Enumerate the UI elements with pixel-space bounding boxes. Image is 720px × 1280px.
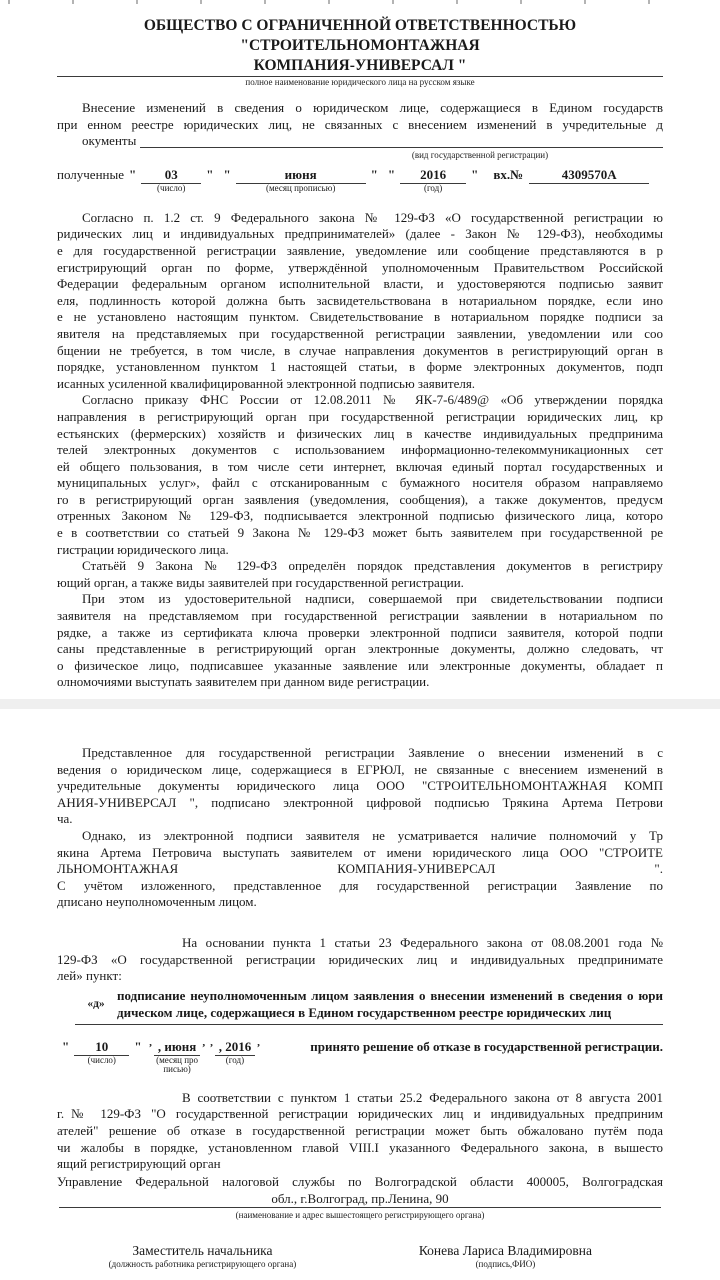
title-caption: полное наименование юридического лица на русском языке — [245, 77, 475, 87]
page1-content — [57, 16, 663, 691]
paragraph — [57, 591, 663, 691]
inbox-number-value: 4309570А — [561, 166, 617, 182]
form-caption: (вид государственной регистрации) — [411, 149, 549, 160]
text-line: гистрации юридического лица. — [57, 541, 229, 557]
received-label: полученные — [57, 166, 124, 182]
text-line: отренных Законом № 129-ФЗ, подписывается электронной подписью физического лица, которо — [57, 508, 663, 524]
clause-text — [117, 987, 663, 1022]
text-line: ЛЬНОМОНТАЖНАЯ КОМПАНИЯ-УНИВЕРСАЛ ". — [57, 861, 663, 877]
decision-month-value: , июня — [157, 1038, 197, 1054]
text-line: АНИЯ-УНИВЕРСАЛ ", подписано электронной цифровой подписью Трякина Артема Петрови — [57, 794, 663, 810]
text-line: учредительные документы юридического лица ООО "СТРОИТЕЛЬНОМОНТАЖНАЯ КОМП — [57, 778, 663, 794]
day-caption: (число) — [157, 182, 186, 193]
quote-mark: " — [129, 166, 137, 182]
decision-date-row — [57, 1038, 664, 1075]
text-line: олномочиями выступать заявителем при данном виде регистрации. — [57, 674, 430, 690]
text-line: е в соответствии со статьей 9 Закона № 129-ФЗ может быть заявителем при государственной ре — [57, 525, 663, 541]
decision-day-field — [74, 1038, 129, 1065]
apostrophe-mark: ’ — [209, 1041, 214, 1054]
form-line: окументы — [82, 133, 137, 149]
quote-mark: " — [387, 166, 396, 182]
text-line: Однако, из электронной подписи заявителя не усматривается наличие полномочий у Тр — [82, 827, 663, 843]
authority-name-line1: Управление Федеральной налоговой службы по Волгоградской области 400005, Волгоградская — [57, 1173, 663, 1189]
text-line: ча. — [57, 811, 73, 827]
text-line: Федерации федеральным органом исполнительной власти, и удостоверяются подписью заявит — [57, 276, 663, 292]
text-line: заявителя на представляемом при государственной регистрации заявлении в нотариальном по — [57, 608, 663, 624]
text-line: явителя на представляемых при государственной регистрации заявлении, уведомлении или соо — [57, 325, 663, 341]
refusal-decision-text: принято решение об отказе в государственной регистрации. — [310, 1038, 664, 1054]
received-year-field — [400, 166, 466, 193]
text-line: ателей" решение об отказе в государственной регистрации может быть обжаловано путём пода — [57, 1122, 663, 1138]
text-line: исанных усиленной квалифицированной электронной подписью заявителя. — [57, 375, 476, 391]
quote-mark: " — [62, 1038, 70, 1054]
company-title-line1: ОБЩЕСТВО С ОГРАНИЧЕННОЙ ОТВЕТСТВЕННОСТЬЮ "СТРОИТЕЛЬНОМОНТАЖНАЯ — [143, 17, 577, 54]
text-line: чи жалобы в порядке, установленном главой VIII.I указанного Федерального закона, в вышесто — [57, 1139, 663, 1155]
text-line: телей электронных документов с использованием информационно-телекоммуникационных сет — [57, 442, 663, 458]
paragraph — [57, 392, 663, 558]
text-line: егистрирующий орган по форме, утверждённой уполномоченным Правительством Российской — [57, 259, 663, 275]
quote-mark: " — [134, 1038, 142, 1054]
year-caption: (год) — [225, 1054, 245, 1065]
quote-mark: " — [370, 166, 378, 182]
year-caption: (год) — [423, 182, 443, 193]
signer-name: Конева Лариса Владимировна — [418, 1242, 593, 1258]
text-line: о физическое лицо, подписавшее указанные заявление или электронные документы, обладает п — [57, 657, 663, 673]
signature-name-block — [348, 1243, 663, 1270]
authority-underline — [59, 1207, 661, 1208]
form-line: Внесение изменений в сведения о юридическом лице, содержащиеся в Едином государств — [82, 100, 663, 115]
apostrophe-mark: ’ — [256, 1041, 261, 1054]
text-line: го в регистрирующий орган заявления (уведомления, сообщения), а также документов, предусм — [57, 491, 663, 507]
received-date-row — [57, 166, 663, 193]
signature-position-block — [57, 1243, 348, 1270]
quote-mark: " — [223, 166, 231, 182]
text-line: естьянских (фермерских) хозяйств и физических лиц в качестве индивидуальных предпринима — [57, 425, 663, 441]
signer-position-caption: (должность работника регистрирующего органа) — [108, 1258, 297, 1269]
quote-mark: " — [206, 166, 214, 182]
text-line: 129-ФЗ «О государственной регистрации юридических лиц и индивидуальных предпринимате — [57, 951, 663, 967]
apostrophe-mark: ’ — [148, 1041, 153, 1054]
text-line: е для государственной регистрации заявление, уведомление или сообщение представляются в р — [57, 242, 663, 258]
text-line: Представленное для государственной регистрации Заявление о внесении изменений в с — [82, 745, 663, 760]
inbox-number-label: вх.№ — [493, 166, 524, 182]
quote-mark: " — [471, 166, 479, 182]
text-line: В соответствии с пунктом 1 статьи 25.2 Федерального закона от 8 августа 2001 — [182, 1089, 663, 1105]
authority-caption: (наименование и адрес вышестоящего регистрирующего органа) — [235, 1209, 485, 1220]
text-line: ящий регистрирующий орган — [57, 1156, 221, 1172]
text-line: саны представленные в регистрирующий орган электронные документы, должно следовать, чт — [57, 641, 663, 657]
text-line: Согласно п. 1.2 ст. 9 Федерального закона № 129-ФЗ «О государственной регистрации ю — [82, 209, 663, 225]
signature-row — [57, 1243, 663, 1270]
text-line: На основании пункта 1 статьи 23 Федерального закона от 08.08.2001 года № — [182, 934, 663, 950]
month-caption: (месяц прописью) — [265, 182, 336, 193]
text-line: Согласно приказу ФНС России от 12.08.2011 № ЯК-7-6/489@ «Об утверждении порядка — [82, 392, 663, 408]
decision-month-field — [154, 1038, 200, 1075]
text-line: ридических лиц и индивидуальных предпринимателей» (далее - Закон № 129-ФЗ), необходимы — [57, 226, 663, 242]
text-line: г.№ 129-ФЗ "О государственной регистрации юридических лиц и индивидуальных предприним — [57, 1106, 663, 1122]
text-line: е не установлено настоящим пунктом. Свидетельствование в нотариальном порядке подписи за — [57, 309, 663, 325]
paragraph — [57, 745, 663, 828]
signer-name-caption: (подпись,ФИО) — [475, 1258, 536, 1269]
text-line: муниципальных услуг», файл с отсканированным с бумажного носителя образом направляемо — [57, 475, 663, 491]
clause-letter-label: «д» — [87, 998, 105, 1011]
appeal-paragraph — [57, 1090, 663, 1173]
received-month-value: июня — [284, 166, 317, 182]
paragraph — [57, 828, 663, 911]
company-title-line2: КОМПАНИЯ-УНИВЕРСАЛ " — [253, 57, 467, 74]
signer-position: Заместитель начальника — [132, 1242, 273, 1258]
text-line: якина Артема Петровича выступать заявителем от имени юридического лица ООО "СТРОИТЕ — [57, 844, 663, 860]
fill-underline — [140, 147, 663, 148]
received-year-value: 2016 — [420, 166, 447, 182]
form-line-with-rule — [57, 133, 663, 150]
basis-paragraph — [57, 935, 663, 985]
clipped-top-line — [8, 0, 712, 4]
text-line: порядке, установленном пунктом 1 настоящей статьи, в форме электронных документов, подп — [57, 359, 663, 375]
apostrophe-mark: ’ — [201, 1041, 206, 1054]
text-line: дписано неуполномоченным лицом. — [57, 894, 257, 910]
form-line: при енном реестре юридических лиц, не связанных с внесением изменений в учредительные д — [57, 116, 663, 132]
received-month-field — [236, 166, 366, 193]
text-line: направления в регистрирующий орган при государственной регистрации юридических лиц, кр — [57, 408, 663, 424]
paragraph — [57, 558, 663, 591]
text-line: рядке, а также из сертификата ключа проверки электронной подписи заявителя, которой подпи — [57, 624, 663, 640]
spacer — [57, 911, 663, 935]
text-line: ющий орган, а также виды заявителей при государственной регистрации. — [57, 574, 464, 590]
authority-name-line2: обл., г.Волгоград, пр.Ленина, 90 — [271, 1190, 449, 1206]
page2-content — [57, 709, 663, 1270]
text-line: еля, подлинность которой должна быть засвидетельствована в нотариальном порядке, если ино — [57, 292, 663, 308]
text-line: подписание неуполномоченным лицом заявления о внесении изменений в сведения о юри — [117, 987, 663, 1003]
refusal-clause-block — [75, 987, 663, 1025]
received-day-value: 03 — [164, 166, 178, 182]
received-day-field — [141, 166, 201, 193]
decision-year-field — [215, 1038, 254, 1065]
paragraph — [57, 210, 663, 393]
text-line: При этом из удостоверительной надписи, совершаемой при свидетельствовании подписи — [82, 591, 663, 607]
registration-type-block — [57, 100, 663, 161]
document-page-2 — [0, 709, 720, 1280]
text-line: ей общего пользования, в том числе сети интернет, включая единый портал государственных и — [57, 458, 663, 474]
text-line: Статьёй 9 Закона № 129-ФЗ определён порядок представления документов в регистриру — [82, 558, 663, 574]
decision-year-value: , 2016 — [218, 1038, 252, 1054]
text-line: ведения о юридическом лице, содержащиеся в ЕГРЮЛ, не связанные с внесением изменений в — [57, 761, 663, 777]
day-caption: (число) — [87, 1054, 116, 1065]
text-line: бщении не требуется, в том числе, в случае направления документов в регистрирующий орган в — [57, 342, 663, 358]
inbox-number-field — [529, 167, 649, 184]
page-separator-band — [0, 699, 720, 709]
decision-day-value: 10 — [95, 1038, 109, 1054]
text-line: дическом лице, содержащиеся в Едином государственном реестре юридических лиц — [117, 1005, 612, 1021]
text-line: С учётом изложенного, представленное для государственной регистрации Заявление по — [57, 877, 663, 893]
text-line: лей» пункт: — [57, 968, 122, 984]
page1-body — [57, 210, 663, 691]
month-caption: (месяц про писью) — [156, 1054, 199, 1075]
